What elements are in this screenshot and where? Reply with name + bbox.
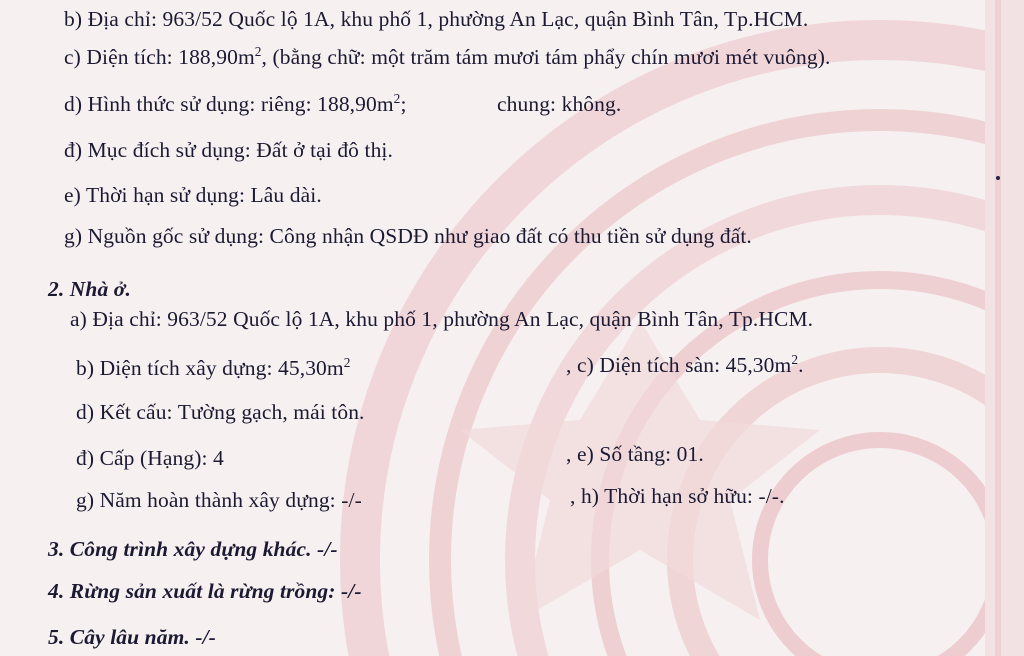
house-ownership-term: , h) Thời hạn sở hữu: -/-. [570,484,785,508]
house-floors: , e) Số tầng: 01. [566,442,704,466]
land-address: b) Địa chỉ: 963/52 Quốc lộ 1A, khu phố 1, phường An Lạc, quận Bình Tân, Tp.HCM. [64,7,809,31]
house-completion-year: g) Năm hoàn thành xây dựng: -/- [76,488,362,512]
house-build-area: b) Diện tích xây dựng: $45,30m^2$ [76,354,351,380]
land-usage-form-private: d) Hình thức sử dụng: riêng: $188,90m^2$; [64,90,407,116]
ink-speck [996,176,1000,180]
land-origin: g) Nguồn gốc sử dụng: Công nhận QSDĐ như giao đất có thu tiền sử dụng đất. [64,224,752,248]
land-purpose: đ) Mục đích sử dụng: Đất ở tại đô thị. [64,138,393,162]
house-address: a) Địa chỉ: 963/52 Quốc lộ 1A, khu phố 1, phường An Lạc, quận Bình Tân, Tp.HCM. [70,307,814,331]
land-term: e) Thời hạn sử dụng: Lâu dài. [64,183,322,207]
other-construction-heading: 3. Công trình xây dựng khác. -/- [48,537,338,561]
house-grade: đ) Cấp (Hạng): 4 [76,446,224,470]
house-structure: d) Kết cấu: Tường gạch, mái tôn. [76,400,365,424]
perennial-trees-heading: 5. Cây lâu năm. -/- [48,625,216,649]
house-heading: 2. Nhà ở. [48,277,131,301]
house-floor-area: , c) Diện tích sàn: $45,30m^2$. [566,351,804,377]
land-area: c) Diện tích: $188,90m^2$, (bằng chữ: một trăm tám mươi tám phẩy chín mươi mét vuông). [64,43,831,69]
production-forest-heading: 4. Rừng sản xuất là rừng trồng: -/- [48,579,362,603]
land-usage-form-shared: chung: không. [497,92,622,116]
